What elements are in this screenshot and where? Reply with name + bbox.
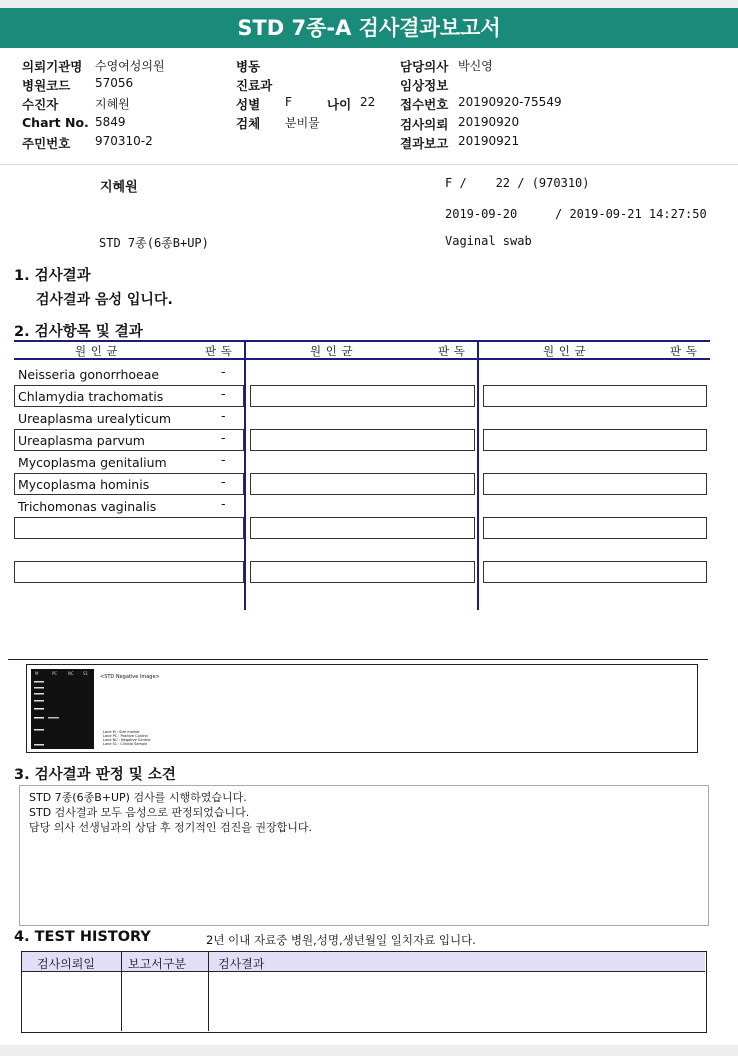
report-date-label: 결과보고 (400, 136, 449, 151)
col-header-judgement-3: 판 독 (670, 344, 698, 358)
empty-row-box (250, 473, 475, 495)
pathogen-name: Trichomonas vaginalis (18, 499, 157, 514)
summary-test-name: STD 7종(6종B+UP) (99, 236, 209, 250)
history-table-header (22, 952, 705, 972)
empty-row-box (14, 517, 244, 539)
summary-sex-age: F / 22 / (970310) (445, 176, 590, 190)
col-header-pathogen-1: 원 인 균 (75, 344, 119, 358)
gel-legend-line: Lane M : Size marker (103, 730, 140, 734)
bottom-strip (0, 1045, 738, 1056)
opinion-line: 담당 의사 선생님과의 상담 후 정기적인 검진을 권장합니다. (29, 821, 312, 834)
summary-date-to: / 2019-09-21 14:27:50 (555, 207, 707, 221)
hospital-code-label: 병원코드 (22, 78, 71, 93)
empty-row-box (483, 429, 707, 451)
empty-row-box (483, 561, 707, 583)
history-col-divider (121, 952, 122, 1031)
section-separator (8, 659, 708, 660)
results-table-top-rule (14, 340, 710, 342)
gel-image (31, 669, 94, 749)
pathogen-name: Mycoplasma genitalium (18, 455, 167, 470)
age-label: 나이 (327, 97, 352, 112)
summary-date-from: 2019-09-20 (445, 207, 518, 221)
specimen-label: 검체 (236, 116, 261, 131)
history-col-divider (208, 952, 209, 1031)
results-table-divider-1 (244, 340, 246, 610)
resident-no-label: 주민번호 (22, 136, 71, 151)
resident-no-value: 970310-2 (95, 134, 153, 148)
chart-no-value: 5849 (95, 115, 126, 129)
results-table-divider-2 (477, 340, 479, 610)
gel-lane-label: PC (52, 671, 58, 676)
history-col-result: 검사결과 (218, 957, 265, 971)
gel-lane-label: M (35, 671, 39, 676)
gel-lane-label: S1 (83, 671, 89, 676)
summary-name: 지혜원 (100, 180, 138, 195)
request-date-label: 검사의뢰 (400, 117, 449, 132)
gel-lane-label: NC (68, 671, 74, 676)
request-date-value: 20190920 (458, 115, 520, 129)
history-note: 2년 이내 자료중 병원,성명,생년월일 일치자료 입니다. (206, 933, 476, 947)
gel-legend-line: Lane NC : Negative Control (103, 738, 151, 742)
receipt-no-value: 20190920-75549 (458, 95, 562, 109)
patient-label: 수진자 (22, 97, 59, 112)
empty-row-box (14, 561, 244, 583)
pathogen-result: - (221, 408, 226, 423)
top-strip (0, 0, 738, 8)
sex-label: 성별 (236, 97, 261, 112)
chart-no-label: Chart No. (22, 115, 89, 130)
empty-row-box (483, 473, 707, 495)
pathogen-name: Ureaplasma parvum (18, 433, 145, 448)
pathogen-result: - (221, 430, 226, 445)
sex-value: F (285, 95, 292, 109)
empty-row-box (250, 429, 475, 451)
opinion-line: STD 7종(6종B+UP) 검사를 시행하였습니다. (29, 791, 247, 804)
clinical-info-label: 임상정보 (400, 78, 449, 93)
results-table-header-rule (14, 358, 710, 360)
doctor-value: 박신영 (458, 59, 493, 73)
hospital-code-value: 57056 (95, 76, 134, 90)
section4-title: 4. TEST HISTORY (14, 929, 151, 945)
ward-label: 병동 (236, 59, 261, 74)
history-col-request-date: 검사의뢰일 (37, 957, 95, 971)
pathogen-name: Ureaplasma urealyticum (18, 411, 172, 426)
report-date-value: 20190921 (458, 134, 520, 148)
gel-legend-line: Lane S1 : Clinical Sample (103, 742, 148, 746)
pathogen-result: - (221, 496, 226, 511)
empty-row-box (250, 517, 475, 539)
summary-specimen: Vaginal swab (445, 234, 532, 248)
pathogen-result: - (221, 474, 226, 489)
col-header-pathogen-3: 원 인 균 (543, 344, 587, 358)
gel-image-caption: <STD Negative Image> (100, 674, 160, 680)
doctor-label: 담당의사 (400, 59, 449, 74)
institution-value: 수영여성의원 (95, 59, 165, 73)
department-label: 진료과 (236, 78, 273, 93)
empty-row-box (250, 561, 475, 583)
pathogen-result: - (221, 452, 226, 467)
pathogen-name: Chlamydia trachomatis (18, 389, 164, 404)
opinion-line: STD 검사결과 모두 음성으로 판정되었습니다. (29, 806, 250, 819)
section1-title: 1. 검사결과 (14, 268, 91, 284)
age-value: 22 (360, 95, 376, 109)
section1-result-text: 검사결과 음성 입니다. (36, 292, 173, 308)
section2-title: 2. 검사항목 및 결과 (14, 324, 143, 340)
pathogen-name: Mycoplasma hominis (18, 477, 150, 492)
pathogen-name: Neisseria gonorrhoeae (18, 367, 160, 382)
section3-title: 3. 검사결과 판정 및 소견 (14, 767, 176, 783)
pathogen-result: - (221, 386, 226, 401)
empty-row-box (250, 385, 475, 407)
pathogen-result: - (221, 364, 226, 379)
empty-row-box (483, 517, 707, 539)
report-title: STD 7종-A 검사결과보고서 (0, 8, 738, 48)
col-header-judgement-1: 판 독 (205, 344, 233, 358)
gel-legend-line: Lane PC : Positive Control (103, 734, 148, 738)
receipt-no-label: 접수번호 (400, 97, 449, 112)
empty-row-box (483, 385, 707, 407)
patient-value: 지혜원 (95, 97, 130, 111)
specimen-value: 분비물 (285, 116, 320, 130)
institution-label: 의뢰기관명 (22, 59, 83, 74)
gel-bands-graphic (31, 669, 94, 749)
history-col-report-type: 보고서구분 (128, 957, 186, 971)
col-header-judgement-2: 판 독 (438, 344, 466, 358)
col-header-pathogen-2: 원 인 균 (310, 344, 354, 358)
